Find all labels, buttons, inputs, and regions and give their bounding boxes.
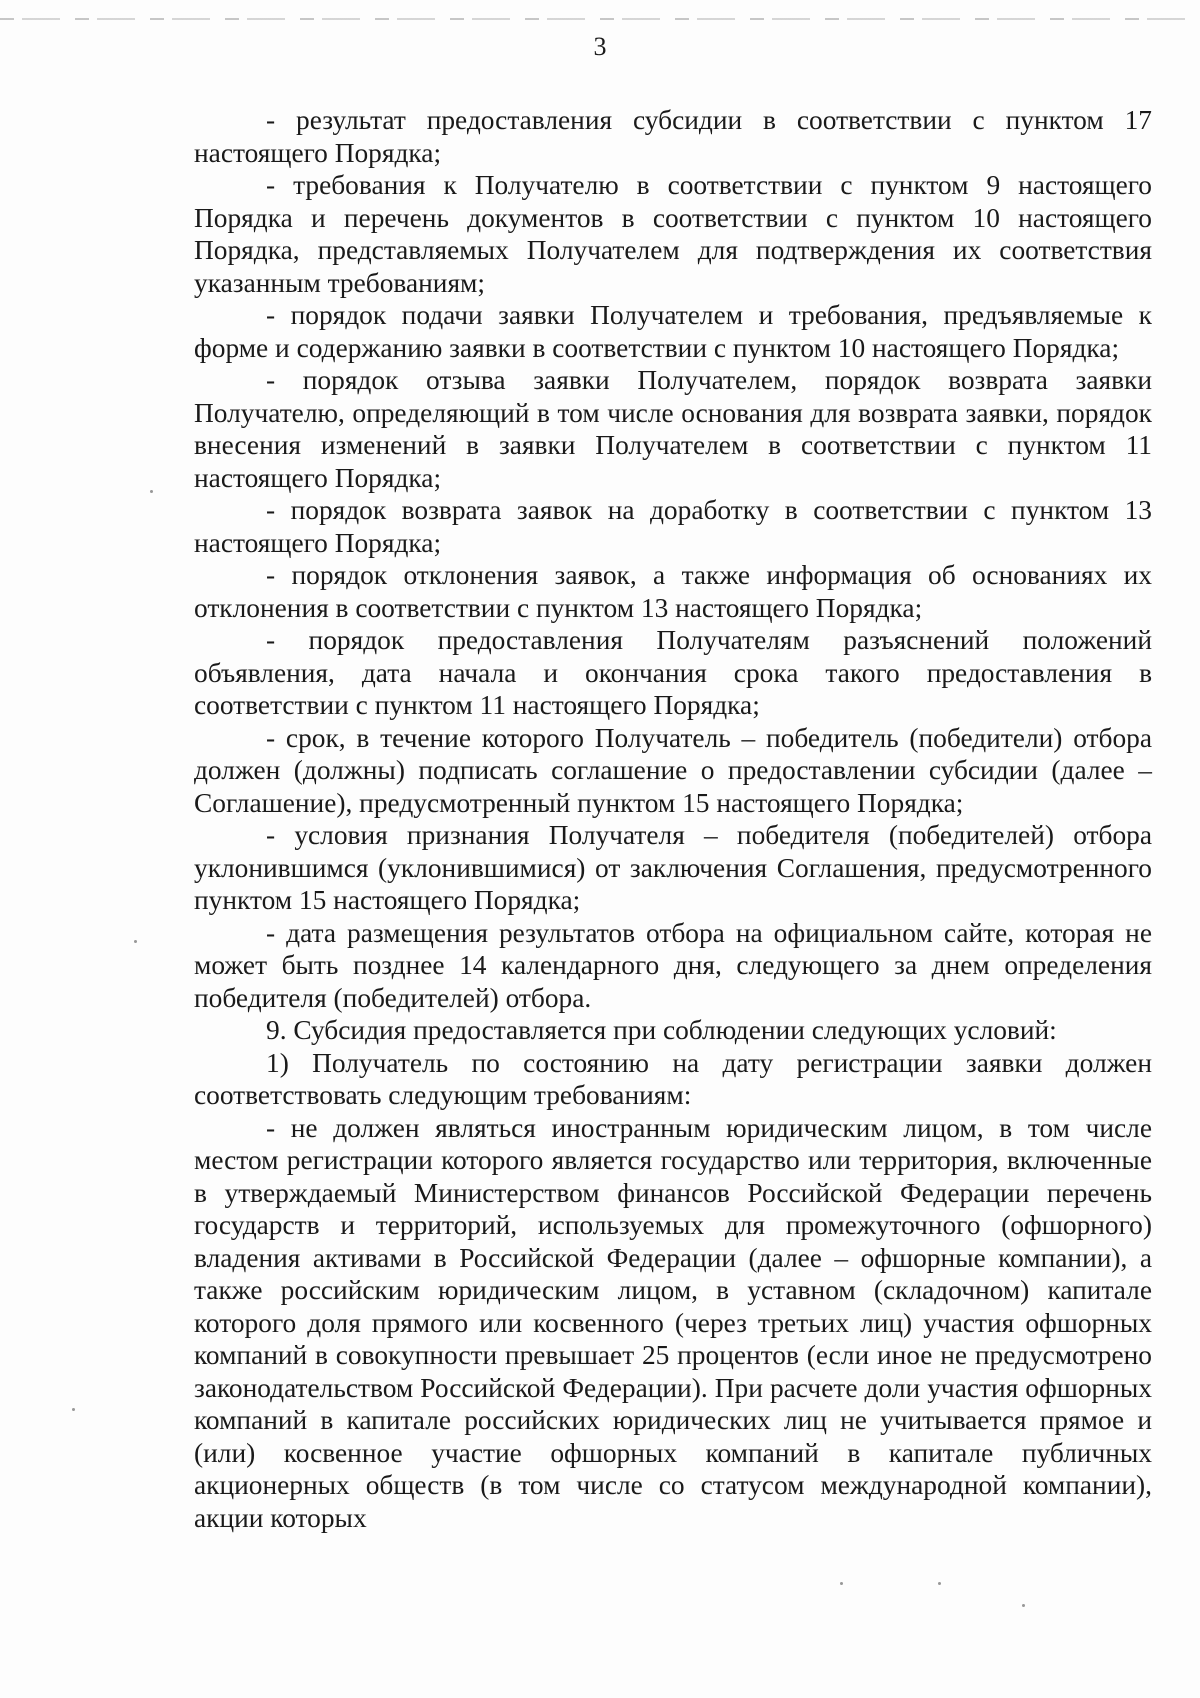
document-body <box>194 104 1152 1534</box>
paragraph-clarifications: - порядок предоставления Получателям разъяснений положений объявления, дата начала и окончания срока такого предоставления в соответствии с пунктом 11 настоящего Порядка; <box>194 625 1152 720</box>
paragraph-results-date: - дата размещения результатов отбора на официальном сайте, которая не может быть позднее 14 календарного дня, следующего за днем определения победителя (победителей) отбора. <box>194 917 1152 1013</box>
scan-speck <box>150 490 153 493</box>
paragraph-return-for-revision: - порядок возврата заявок на доработку в соответствии с пунктом 13 настоящего Порядка; <box>194 495 1152 558</box>
paragraph-submission-order: - порядок подачи заявки Получателем и требования, предъявляемые к форме и содержанию заявки в соответствии с пунктом 10 настоящего Порядка; <box>194 300 1152 363</box>
scan-top-edge <box>0 18 1200 20</box>
paragraph-evasion-conditions: - условия признания Получателя – победителя (победителей) отбора уклонившимся (уклонившимися) от заключения Соглашения, предусмотренного пунктом 15 настоящего Порядка; <box>194 820 1152 915</box>
paragraph-rejection-order: - порядок отклонения заявок, а также информация об основаниях их отклонения в соответствии с пунктом 13 настоящего Порядка; <box>194 560 1152 623</box>
scan-speck <box>938 1582 941 1585</box>
paragraph-agreement-deadline: - срок, в течение которого Получатель – победитель (победители) отбора должен (должны) подписать соглашение о предоставлении субсидии (далее – Соглашение), предусмотренный пунктом 15 настоящего Порядка; <box>194 722 1152 818</box>
scan-speck <box>1022 1604 1025 1607</box>
scan-speck <box>840 1582 843 1585</box>
paragraph-requirements: - требования к Получателю в соответствии с пунктом 9 настоящего Порядка и перечень документов в соответствии с пунктом 10 настоящего Порядка, представляемых Получателем для подтверждения их соответствия указанным требованиям; <box>194 170 1152 298</box>
paragraph-result: - результат предоставления субсидии в соответствии с пунктом 17 настоящего Порядка; <box>194 105 1152 168</box>
paragraph-item-9: 9. Субсидия предоставляется при соблюдении следующих условий: <box>266 1015 1057 1045</box>
scan-speck <box>72 1408 75 1411</box>
paragraph-item-9-1: 1) Получатель по состоянию на дату регистрации заявки должен соответствовать следующим требованиям: <box>194 1047 1152 1110</box>
paragraph-withdrawal-order: - порядок отзыва заявки Получателем, порядок возврата заявки Получателю, определяющий в том числе основания для возврата заявки, порядок внесения изменений в заявки Получателем в соответствии с пунктом 11 настоящего Порядка; <box>194 365 1152 493</box>
scan-speck <box>134 940 137 943</box>
paragraph-foreign-entity: - не должен являться иностранным юридическим лицом, в том числе местом регистрации которого является государство или территория, включенные в утверждаемый Министерством финансов Российской Федерации перечень государств и территорий, используемых для промежуточного (офшорного) владения активами в Российской Федерации (далее – офшорные компании), а также российским юридическим лицом, в уставном (складочном) капитале которого доля прямого или косвенного (через третьих лиц) участия офшорных компаний в совокупности превышает 25 процентов (если иное не предусмотрено законодательством Российской Федерации). При расчете доли участия офшорных компаний в капитале российских юридических лиц не учитывается прямое и (или) косвенное участие офшорных компаний в капитале публичных акционерных обществ (в том числе со статусом международной компании), акции которых <box>194 1112 1152 1533</box>
page-number: 3 <box>593 32 607 61</box>
